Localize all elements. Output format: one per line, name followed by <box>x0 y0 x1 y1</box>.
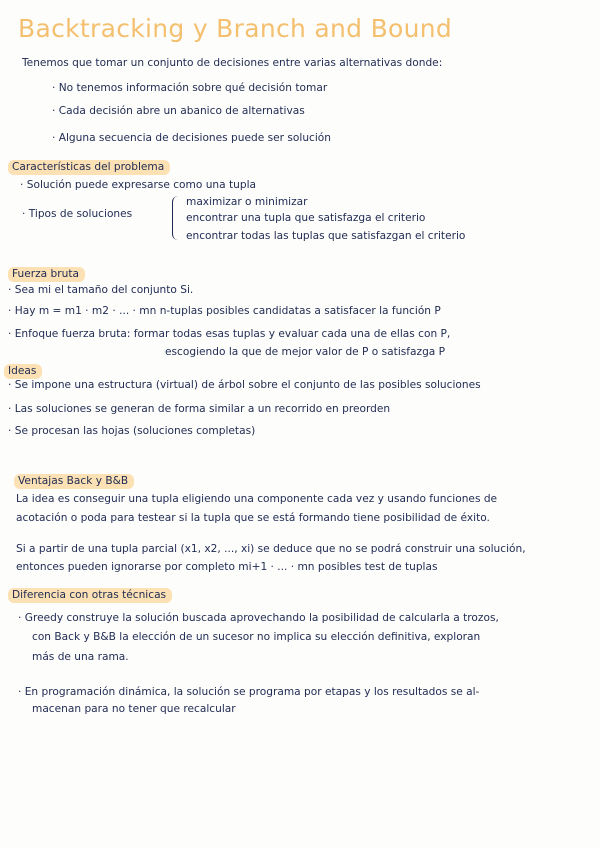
diferencia-greedy-3: más de una rama. <box>32 651 129 663</box>
tipos-label: · Tipos de soluciones <box>22 208 133 220</box>
intro-bullet-1: · No tenemos información sobre qué decisión tomar <box>52 82 328 94</box>
intro-bullet-3: · Alguna secuencia de decisiones puede ser solución <box>52 132 332 144</box>
section-heading-ideas: Ideas <box>4 364 42 379</box>
ideas-line-2: · Las soluciones se generan de forma similar a un recorrido en preorden <box>8 403 391 415</box>
fuerza-bruta-line-2: · Hay m = m1 · m2 · ... · mn n-tuplas posibles candidatas a satisfacer la función P <box>8 305 441 317</box>
section-heading-fuerza-bruta: Fuerza bruta <box>8 267 85 282</box>
page-title: Backtracking y Branch and Bound <box>18 14 453 43</box>
diferencia-greedy-1: · Greedy construye la solución buscada aprovechando la posibilidad de calcularla a trozos, <box>18 612 499 624</box>
diferencia-dinamica-1: · En programación dinámica, la solución se programa por etapas y los resultados se al- <box>18 686 480 698</box>
ventajas-p1-a: La idea es conseguir una tupla eligiendo una componente cada vez y usando funciones de <box>16 493 498 505</box>
section-heading-diferencia: Diferencia con otras técnicas <box>8 588 172 603</box>
tipo-1: maximizar o minimizar <box>186 196 308 208</box>
curly-brace-icon <box>172 196 181 240</box>
section-heading-caracteristicas: Características del problema <box>8 160 170 175</box>
fuerza-bruta-line-3: · Enfoque fuerza bruta: formar todas esas tuplas y evaluar cada una de ellas con P, <box>8 328 451 340</box>
ideas-line-3: · Se procesan las hojas (soluciones completas) <box>8 425 256 437</box>
diferencia-dinamica-2: macenan para no tener que recalcular <box>32 703 236 715</box>
fuerza-bruta-line-1: · Sea mi el tamaño del conjunto Si. <box>8 284 194 296</box>
ventajas-p1-b: acotación o poda para testear si la tupla que se está formando tiene posibilidad de éxito. <box>16 512 490 524</box>
ventajas-p2-b: entonces pueden ignorarse por completo mi+1 · ... · mn posibles test de tuplas <box>16 561 438 573</box>
ideas-line-1: · Se impone una estructura (virtual) de árbol sobre el conjunto de las posibles soluciones <box>8 379 481 391</box>
ventajas-p2-a: Si a partir de una tupla parcial (x1, x2, ..., xi) se deduce que no se podrá construir una solución, <box>16 543 526 555</box>
diferencia-greedy-2: con Back y B&B la elección de un sucesor no implica su elección definitiva, exploran <box>32 631 481 643</box>
intro-text: Tenemos que tomar un conjunto de decisiones entre varias alternativas donde: <box>22 57 443 69</box>
section-heading-ventajas: Ventajas Back y B&B <box>14 474 134 489</box>
fuerza-bruta-line-3b: escogiendo la que de mejor valor de P o satisfazga P <box>165 346 446 358</box>
caracteristicas-item-1: · Solución puede expresarse como una tupla <box>20 179 257 191</box>
intro-bullet-2: · Cada decisión abre un abanico de alternativas <box>52 105 305 117</box>
tipo-3: encontrar todas las tuplas que satisfazgan el criterio <box>186 230 466 242</box>
tipo-2: encontrar una tupla que satisfazga el criterio <box>186 212 426 224</box>
